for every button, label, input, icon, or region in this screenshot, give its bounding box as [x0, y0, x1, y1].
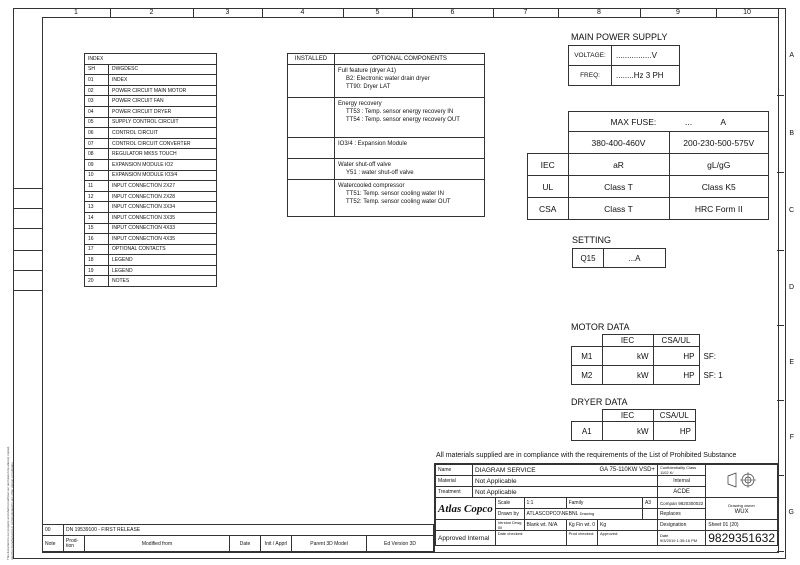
index-desc: INPUT CONNECTION 2X27 [109, 181, 217, 192]
motor-id: M1 [572, 347, 603, 366]
dryer-kw: kW [602, 422, 653, 441]
option-item: TT53 : Temp. sensor energy recovery IN [346, 109, 454, 115]
index-sheet: 12 [85, 191, 109, 202]
installed-cell [288, 65, 335, 98]
row-letter: G [788, 509, 794, 516]
index-row [85, 212, 217, 223]
tb-material-value: Not Applicable [473, 476, 658, 487]
index-title-row [85, 54, 217, 65]
tb-drawing-label: Drawing [579, 511, 595, 516]
index-row [85, 96, 217, 107]
dryer-iec-header: IEC [602, 410, 653, 422]
fuse-class: Class T [568, 198, 669, 220]
index-row [85, 234, 217, 245]
index-sheet: 01 [85, 75, 109, 86]
index-row [85, 117, 217, 128]
index-table [84, 53, 217, 287]
index-title: INDEX [85, 54, 217, 65]
tb-drawn-label: Drawn by [495, 509, 524, 520]
index-desc: POWER CIRCUIT DRYER [109, 106, 217, 117]
voltage-value: ................V [612, 46, 680, 66]
index-row [85, 223, 217, 234]
index-desc: NOTES [109, 276, 217, 287]
row-divider [777, 172, 784, 173]
tb-kg-1: Kg [568, 522, 575, 528]
index-row [85, 170, 217, 181]
tb-conf-code: 1102 K/ [659, 470, 674, 475]
option-cell [335, 98, 485, 138]
installed-cell [288, 138, 335, 159]
option-item: TT51: Temp. sensor cooling water IN [346, 191, 444, 197]
installed-cell [288, 180, 335, 217]
index-desc: LEGEND [109, 255, 217, 266]
fuse-class: gL/gG [669, 154, 769, 176]
tb-company-label: Compan [659, 500, 677, 506]
tb-material-label: Material [436, 476, 473, 487]
index-desc: OPTIONAL CONTACTS [109, 244, 217, 255]
dryer-row [572, 422, 696, 441]
row-letter: B [789, 129, 794, 137]
index-row [85, 75, 217, 86]
installed-cell [288, 98, 335, 138]
tb-blank-label: Blank wt. [526, 522, 547, 528]
tb-prod-checked: Prod checked: [566, 531, 597, 546]
tb-conf-label: Confidentiality Class [659, 465, 697, 470]
fuse-standard: UL [528, 176, 569, 198]
motor-iec-header: IEC [602, 335, 653, 347]
option-title: Watercooled compressor [338, 183, 405, 189]
margin-tick [13, 250, 42, 251]
fuse-row [528, 154, 769, 176]
tb-conf-value: Internal [657, 476, 705, 487]
index-desc: INPUT CONNECTION 3X35 [109, 212, 217, 223]
setting-table [572, 248, 666, 268]
index-sheet: 07 [85, 138, 109, 149]
tb-fin-label: Fin wt. [576, 522, 591, 528]
tb-fin-value: 0 [592, 522, 596, 528]
column-number: 9 [676, 9, 680, 16]
rev-h-date: Date [230, 536, 261, 552]
index-sheet: 08 [85, 149, 109, 160]
option-item: B2: Electronic water drain dryer [346, 76, 430, 82]
index-desc: CONTROL CIRCUIT [109, 128, 217, 139]
motor-kw: kW [602, 347, 653, 366]
row-letter: F [789, 433, 794, 441]
column-number: 4 [300, 9, 305, 16]
column-number: 6 [450, 9, 455, 16]
row-letter: E [789, 358, 794, 366]
index-row [85, 255, 217, 266]
margin-tick [13, 290, 42, 291]
fuse-row [528, 176, 769, 198]
copyright-notice: This document is our property and shall not without our permission be altered, copied, used for manufacturing or communicated to any other person or company. [6, 446, 14, 560]
main-power-table [568, 45, 680, 86]
index-row [85, 244, 217, 255]
tb-drawn-value: ATLASCOPCO\NEBNL [526, 511, 579, 517]
option-item: Y51 : water shut-off valve [346, 170, 414, 176]
fuse-col-380: 380-400-460V [568, 132, 669, 154]
index-desc: DWGDESC [109, 64, 217, 75]
index-sheet: 04 [85, 106, 109, 117]
setting-value: ...A [604, 249, 666, 268]
option-group [288, 65, 485, 98]
index-desc: EXPANSION MODULE IO3/4 [109, 170, 217, 181]
tb-scale-label: Scale [495, 498, 524, 509]
index-desc: INPUT CONNECTION 3X34 [109, 202, 217, 213]
row-divider [777, 250, 784, 251]
motor-row [572, 366, 736, 385]
column-number: 10 [743, 9, 751, 16]
column-number: 2 [149, 9, 154, 16]
index-row [85, 265, 217, 276]
option-title: Energy recovery [338, 101, 382, 107]
rev-h-parent: Parent 3D Model [292, 536, 367, 552]
tb-approved: Approved: [598, 531, 658, 546]
option-cell [335, 65, 485, 98]
motor-sf: SF: 1 [703, 370, 723, 380]
dryer-id: A1 [572, 422, 603, 441]
index-sheet: 13 [85, 202, 109, 213]
fuse-class: Class T [568, 176, 669, 198]
index-sheet: 15 [85, 223, 109, 234]
option-group [288, 159, 485, 180]
index-sheet: 09 [85, 159, 109, 170]
option-group [288, 138, 485, 159]
index-row [85, 138, 217, 149]
rev-no: 00 [43, 525, 64, 536]
fuse-class: aR [568, 154, 669, 176]
motor-csa-header: CSA/UL [653, 335, 699, 347]
option-cell [335, 159, 485, 180]
index-desc: REGULATOR MK5S TOUCH [109, 149, 217, 160]
tb-approved-internal: Approved Internal [436, 531, 496, 546]
tb-format: A3 [642, 498, 657, 509]
index-row [85, 276, 217, 287]
index-sheet: 16 [85, 234, 109, 245]
installed-cell [288, 159, 335, 180]
index-row [85, 181, 217, 192]
tb-family-label: Family [566, 498, 642, 509]
motor-hp: HP [653, 366, 699, 385]
tb-treatment-label: Treatment [436, 487, 473, 498]
tb-date-checked: Date checked: [495, 531, 566, 546]
index-sheet: 14 [85, 212, 109, 223]
dryer-hp: HP [653, 422, 696, 441]
rev-h-modified: Modified from [85, 536, 230, 552]
rev-h-init: Init / Apprl [261, 536, 292, 552]
index-desc: EXPANSION MODULE IO2 [109, 159, 217, 170]
freq-value: ........Hz 3 PH [612, 66, 680, 86]
tb-sheet-of: (20) [729, 522, 739, 528]
tb-version-value: 00 [497, 525, 503, 530]
components-header: OPTIONAL COMPONENTS [335, 54, 485, 65]
index-sheet: 18 [85, 255, 109, 266]
index-row [85, 149, 217, 160]
tb-owner-value: WUX [734, 508, 749, 515]
index-sheet: 10 [85, 170, 109, 181]
tb-date-value: 9/3/2019 1:35:16 PM [659, 538, 698, 543]
index-desc: CONTROL CIRCUIT CONVERTER [109, 138, 217, 149]
margin-tick [13, 208, 42, 209]
fuse-col-200: 200-230-500-575V [669, 132, 769, 154]
index-desc: POWER CIRCUIT MAIN MOTOR [109, 85, 217, 96]
tb-sheet-label: Sheet [708, 522, 722, 528]
index-sheet: 20 [85, 276, 109, 287]
rev-text: DN 19539100 - FIRST RELEASE [64, 525, 434, 536]
tb-sheet-value: 01 [722, 522, 729, 528]
index-row [85, 85, 217, 96]
column-number: 5 [375, 9, 380, 16]
option-group [288, 98, 485, 138]
title-block [434, 463, 778, 552]
index-sheet: 19 [85, 265, 109, 276]
margin-tick [13, 188, 42, 189]
option-cell [335, 180, 485, 217]
option-title: Water shut-off valve [338, 162, 392, 168]
index-sheet: 17 [85, 244, 109, 255]
tb-company-value: 9820300022 [678, 500, 704, 506]
max-fuse-value: ... [685, 116, 693, 127]
index-desc: INPUT CONNECTION 4X35 [109, 234, 217, 245]
index-desc: SUPPLY CONTROL CIRCUIT [109, 117, 217, 128]
motor-data-title: MOTOR DATA [571, 322, 630, 332]
tb-replaces-label: Replaces [657, 509, 705, 520]
max-fuse-label: MAX FUSE: [610, 116, 657, 127]
index-desc: INDEX [109, 75, 217, 86]
index-row [85, 106, 217, 117]
dryer-data-table [571, 409, 696, 441]
tb-scale-value: 1:1 [524, 498, 566, 509]
index-desc: INPUT CONNECTION 2X28 [109, 191, 217, 202]
tb-kg-2: Kg [598, 520, 658, 531]
tb-owner-label: Drawing owner [728, 502, 755, 508]
tb-acde: ACDE [657, 487, 705, 498]
max-fuse-table [527, 111, 769, 220]
index-sheet: 03 [85, 96, 109, 107]
index-sheet: 11 [85, 181, 109, 192]
column-number: 3 [225, 9, 230, 16]
index-row [85, 159, 217, 170]
option-item: TT52: Temp. sensor cooling water OUT [346, 199, 451, 205]
index-row [85, 191, 217, 202]
row-letter: D [788, 283, 794, 291]
dryer-data-title: DRYER DATA [571, 397, 628, 407]
freq-label: FREQ: [569, 66, 612, 86]
index-desc: INPUT CONNECTION 4X33 [109, 223, 217, 234]
motor-id: M2 [572, 366, 603, 385]
fuse-class: Class K5 [669, 176, 769, 198]
index-sheet: 05 [85, 117, 109, 128]
tb-name-label: Name [436, 465, 473, 476]
row-divider [777, 475, 784, 476]
index-desc: POWER CIRCUIT FAN [109, 96, 217, 107]
index-row [85, 128, 217, 139]
compliance-note: All materials supplied are in compliance with the requirements of the List of Prohibited Substance [436, 452, 737, 459]
projection-symbol [706, 465, 778, 498]
rev-h-ed: Ed Version 3D [367, 536, 434, 552]
revision-table [42, 524, 434, 552]
rev-h-prod: Prod- tion [64, 536, 85, 552]
fuse-class: HRC Form II [669, 198, 769, 220]
main-power-title: MAIN POWER SUPPLY [571, 32, 668, 42]
index-sheet: 06 [85, 128, 109, 139]
option-group [288, 180, 485, 217]
option-cell [335, 138, 485, 159]
dryer-csa-header: CSA/UL [653, 410, 696, 422]
index-row [85, 64, 217, 75]
fuse-standard: IEC [528, 154, 569, 176]
atlas-copco-logo: Atlas Copco [438, 502, 493, 515]
index-desc: LEGEND [109, 265, 217, 276]
tb-doc-number: 9829351632 [706, 531, 778, 546]
row-divider [777, 551, 784, 552]
row-divider [777, 400, 784, 401]
row-letter: C [788, 207, 794, 214]
motor-row [572, 347, 736, 366]
column-number: 1 [74, 9, 78, 16]
margin-tick [13, 270, 42, 271]
option-title: Full feature (dryer A1) [338, 68, 397, 74]
motor-data-table [571, 334, 736, 385]
fuse-standard: CSA [528, 198, 569, 220]
index-row [85, 202, 217, 213]
max-fuse-unit: A [720, 116, 727, 127]
tb-blank-value: N/A [548, 522, 558, 528]
row-divider [777, 325, 784, 326]
rev-h-note: Note [43, 536, 64, 552]
row-letter: A [789, 52, 794, 59]
voltage-label: VOLTAGE: [569, 46, 612, 66]
index-sheet: 02 [85, 85, 109, 96]
tb-version-label: Version Drwg [497, 520, 522, 525]
tb-name-value: DIAGRAM SERVICE [473, 465, 598, 476]
optional-components-table [287, 53, 485, 217]
motor-hp: HP [653, 347, 699, 366]
option-item: TT54 : Temp. sensor energy recovery OUT [346, 117, 460, 123]
column-number: 7 [523, 9, 528, 16]
motor-kw: kW [602, 366, 653, 385]
setting-label: Q15 [573, 249, 604, 268]
option-item: TT90: Dryer LAT [346, 84, 391, 90]
index-sheet: SH [85, 64, 109, 75]
tb-date-label: Date [659, 533, 669, 538]
column-divider [778, 8, 779, 17]
motor-sf: SF: [703, 351, 716, 361]
option-title: IO3/4 : Expansion Module [338, 141, 408, 147]
margin-tick [13, 228, 42, 229]
fuse-row [528, 198, 769, 220]
tb-designation-label: Designation [657, 520, 705, 531]
tb-model: GA 75-110KW VSD+ [598, 465, 658, 476]
column-number: 8 [597, 9, 601, 16]
row-divider [777, 95, 784, 96]
installed-header: INSTALLED [288, 54, 335, 65]
tb-treatment-value: Not Applicable [473, 487, 658, 498]
setting-title: SETTING [572, 235, 612, 245]
